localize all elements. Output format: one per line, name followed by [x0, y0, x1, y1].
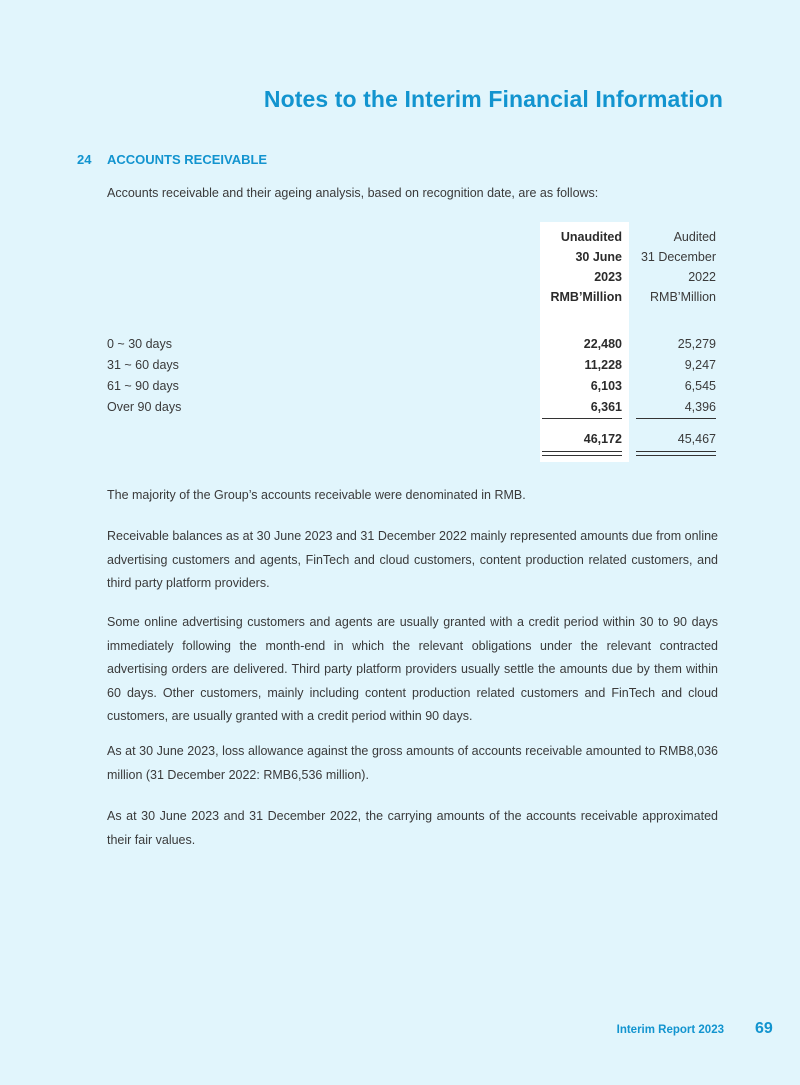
page-title: Notes to the Interim Financial Information: [263, 86, 723, 112]
col1-line3: 2023: [594, 270, 622, 284]
col2-line1: Audited: [673, 230, 716, 244]
table-total-2023: 46,172: [583, 432, 622, 446]
table-total-2022: 45,467: [677, 432, 716, 446]
col1-line4: RMB’Million: [550, 290, 622, 304]
subtotal-rule-2023: [542, 418, 622, 419]
column-header-2023: [550, 227, 622, 307]
table-row-label: Over 90 days: [107, 400, 182, 414]
table-cell-2022: 6,545: [684, 379, 716, 393]
section-number: 24: [77, 152, 92, 167]
table-cell-2023: 22,480: [583, 337, 622, 351]
subtotal-rule-2022: [636, 418, 716, 419]
paragraph-currency: The majority of the Group’s accounts receivable were denominated in RMB.: [107, 488, 526, 502]
table-cell-2023: 11,228: [584, 358, 622, 372]
table-cell-2022: 4,396: [684, 400, 716, 414]
col1-line2: 30 June: [575, 250, 622, 264]
paragraph-balances: Receivable balances as at 30 June 2023 and 31 December 2022 mainly represented amounts due from online advertising customers and agents, FinTech and cloud customers, content production related customers, and third party platform providers.: [107, 529, 718, 590]
table-cell-2023: 6,361: [590, 400, 622, 414]
table-row-label: 61 ~ 90 days: [107, 379, 179, 393]
col2-line4: RMB’Million: [650, 290, 716, 304]
page-number: 69: [755, 1020, 773, 1037]
table-cell-2022: 9,247: [684, 358, 716, 372]
total-double-rule-2022: [636, 451, 716, 456]
paragraph-credit-period: Some online advertising customers and agents are usually granted with a credit period within 30 to 90 days immediately following the month-end in which the relevant obligations under the relevant contracted advertising orders are delivered. Third party platform providers usually settle the amounts due by them within 60 days. Other customers, mainly including content production related customers and FinTech and cloud customers, are usually granted with a credit period within 90 days.: [107, 615, 718, 723]
section-intro: Accounts receivable and their ageing analysis, based on recognition date, are as follows:: [107, 186, 599, 200]
table-cell-2023: 6,103: [590, 379, 622, 393]
col1-line1: Unaudited: [560, 230, 622, 244]
paragraph-fair-value: As at 30 June 2023 and 31 December 2022, the carrying amounts of the accounts receivable approximated their fair values.: [107, 809, 718, 847]
table-row-label: 31 ~ 60 days: [107, 358, 179, 372]
section-heading: [77, 152, 267, 167]
footer-report-label: Interim Report 2023: [616, 1024, 724, 1036]
section-title: ACCOUNTS RECEIVABLE: [107, 152, 268, 167]
col2-line3: 2022: [688, 270, 716, 284]
total-double-rule-2023: [542, 451, 622, 456]
column-header-2022: [641, 227, 716, 307]
col2-line2: 31 December: [640, 250, 716, 264]
paragraph-loss-allowance: As at 30 June 2023, loss allowance against the gross amounts of accounts receivable amounted to RMB8,036 million (31 December 2022: RMB6,536 million).: [107, 744, 718, 782]
table-cell-2022: 25,279: [677, 337, 716, 351]
table-row-label: 0 ~ 30 days: [107, 337, 172, 351]
